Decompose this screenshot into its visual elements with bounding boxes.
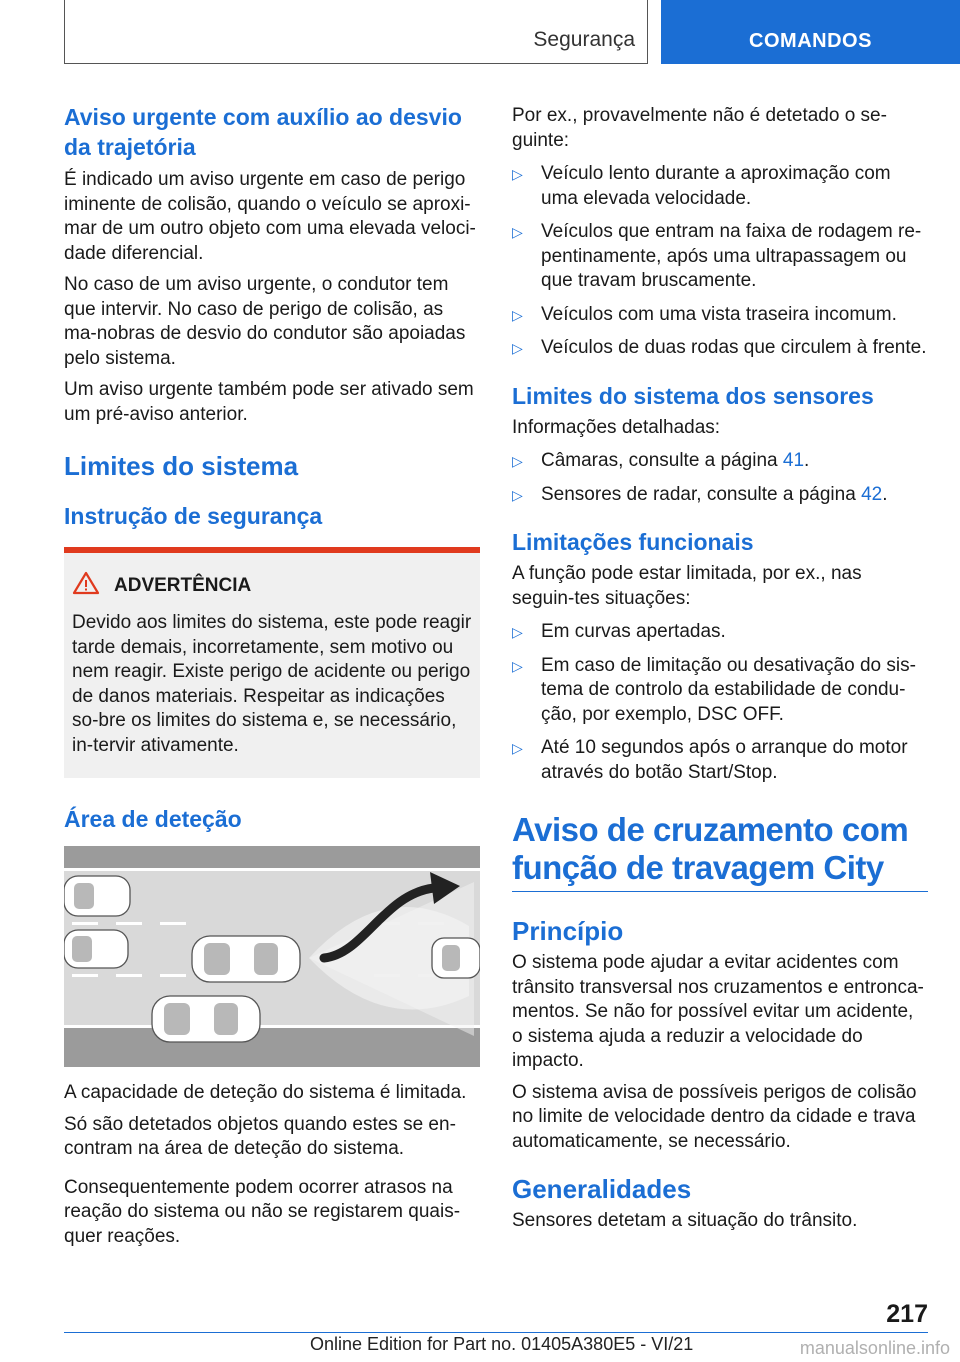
- paragraph: Só são detetados objetos quando estes se en-contram na área de deteção do sistema.: [64, 1113, 456, 1159]
- triangle-bullet-icon: ▷: [512, 340, 523, 356]
- heading-principle: Princípio: [512, 916, 624, 946]
- chapter-title: COMANDOS: [749, 30, 872, 52]
- header-left-box: [64, 0, 648, 64]
- warning-text: Devido aos limites do sistema, este pode reagir tarde demais, incorretamente, sem motivo ou nem reagir. Existe perigo de acidente ou perigo de danos materiais. Respeitar as indicações so-bre os limites do sistema e, se necessário, in-tervir ativamente.: [72, 612, 472, 756]
- paragraph: Por ex., provavelmente não é detetado o se-guinte:: [512, 105, 887, 151]
- list-item: ▷ Em curvas apertadas.: [512, 620, 928, 645]
- warning-header: [72, 571, 472, 601]
- heading-detection-area: Área de deteção: [64, 806, 242, 832]
- list-item: ▷ Veículos de duas rodas que circulem à frente.: [512, 336, 928, 361]
- page-number: 217: [886, 1300, 928, 1328]
- triangle-bullet-icon: ▷: [512, 306, 523, 323]
- heading-system-limits: Limites do sistema: [64, 451, 299, 481]
- triangle-bullet-icon: ▷: [512, 657, 523, 674]
- triangle-bullet-icon: ▷: [512, 224, 523, 240]
- list-item: ▷ Em caso de limitação ou desativação do sis-tema de controlo da estabilidade de condu-ção, por exemplo, DSC OFF.: [512, 654, 916, 725]
- paragraph: Informações detalhadas:: [512, 416, 721, 438]
- heading-urgent-warning: Aviso urgente com auxílio ao desvio da trajetória: [64, 104, 462, 160]
- triangle-bullet-icon: ▷: [512, 486, 523, 503]
- heading-general: Generalidades: [512, 1174, 692, 1204]
- paragraph: Sensores detetam a situação do trânsito.: [512, 1210, 858, 1231]
- heading-functional-limits: Limitações funcionais: [512, 529, 754, 555]
- list-item: ▷ Até 10 segundos após o arranque do motor através do botão Start/Stop.: [512, 737, 908, 783]
- paragraph: O sistema avisa de possíveis perigos de colisão no limite de velocidade dentro da cidade e trava automaticamente, se necessário.: [512, 1081, 917, 1152]
- paragraph: O sistema pode ajudar a evitar acidentes com trânsito transversal nos cruzamentos e entronca-mentos. Se não for possível evitar um acidente, o sistema ajuda a reduzir a velocidade do impacto.: [512, 952, 924, 1071]
- list-item: ▷ Veículos com uma vista traseira incomum.: [512, 303, 928, 328]
- page-link-41[interactable]: 41: [782, 450, 805, 471]
- right-column: [512, 100, 928, 1234]
- warning-box: [64, 547, 480, 778]
- paragraph: A função pode estar limitada, por ex., nas seguin-tes situações:: [512, 563, 862, 609]
- sensor-list: [512, 449, 928, 507]
- edition-footer: Online Edition for Part no. 01405A380E5 - VI/21: [310, 1334, 694, 1354]
- paragraph: No caso de um aviso urgente, o condutor tem que intervir. No caso de perigo de colisão, as ma-nobras de desvio do condutor são apoiadas pelo sistema.: [64, 274, 466, 369]
- chapter-tab[interactable]: [661, 0, 960, 64]
- warning-triangle-icon: [72, 571, 102, 601]
- paragraph: Consequentemente podem ocorrer atrasos na reação do sistema ou não se registarem quais-quer reações.: [64, 1176, 461, 1247]
- warning-title: ADVERTÊNCIA: [114, 575, 252, 596]
- list-item: ▷ Sensores de radar, consulte a página 42.: [512, 483, 928, 508]
- heading-safety-note: Instrução de segurança: [64, 503, 323, 529]
- paragraph: É indicado um aviso urgente em caso de perigo iminente de colisão, quando o veículo se aproxi-mar de um outro objeto com uma elevada veloci-dade diferencial.: [64, 169, 476, 264]
- undetected-list: [512, 162, 928, 361]
- list-item: ▷ Veículo lento durante a aproximação com uma elevada velocidade.: [512, 163, 891, 209]
- functional-limits-list: [512, 620, 928, 785]
- triangle-bullet-icon: ▷: [512, 166, 523, 182]
- triangle-bullet-icon: ▷: [512, 624, 523, 640]
- watermark: manualsonline.info: [799, 1338, 950, 1358]
- heading-sensor-limits: Limites do sistema dos sensores: [512, 382, 874, 409]
- detection-area-illustration: [64, 846, 480, 1067]
- heading-crossing-warning: Aviso de cruzamento com função de travagem City: [512, 811, 928, 892]
- left-column: [64, 100, 480, 1249]
- footer-divider: [64, 1332, 928, 1333]
- page-link-42[interactable]: 42: [861, 483, 883, 505]
- list-item: ▷ Veículos que entram na faixa de rodagem re-pentinamente, após uma ultrapassagem ou que travam bruscamente.: [512, 221, 922, 291]
- section-title: Segurança: [533, 28, 635, 51]
- paragraph: A capacidade de deteção do sistema é limitada.: [64, 1082, 467, 1103]
- triangle-bullet-icon: ▷: [512, 453, 523, 469]
- triangle-bullet-icon: ▷: [512, 740, 523, 756]
- paragraph: Um aviso urgente também pode ser ativado sem um pré-aviso anterior.: [64, 379, 474, 425]
- list-item: ▷ Câmaras, consulte a página 41.: [512, 449, 928, 474]
